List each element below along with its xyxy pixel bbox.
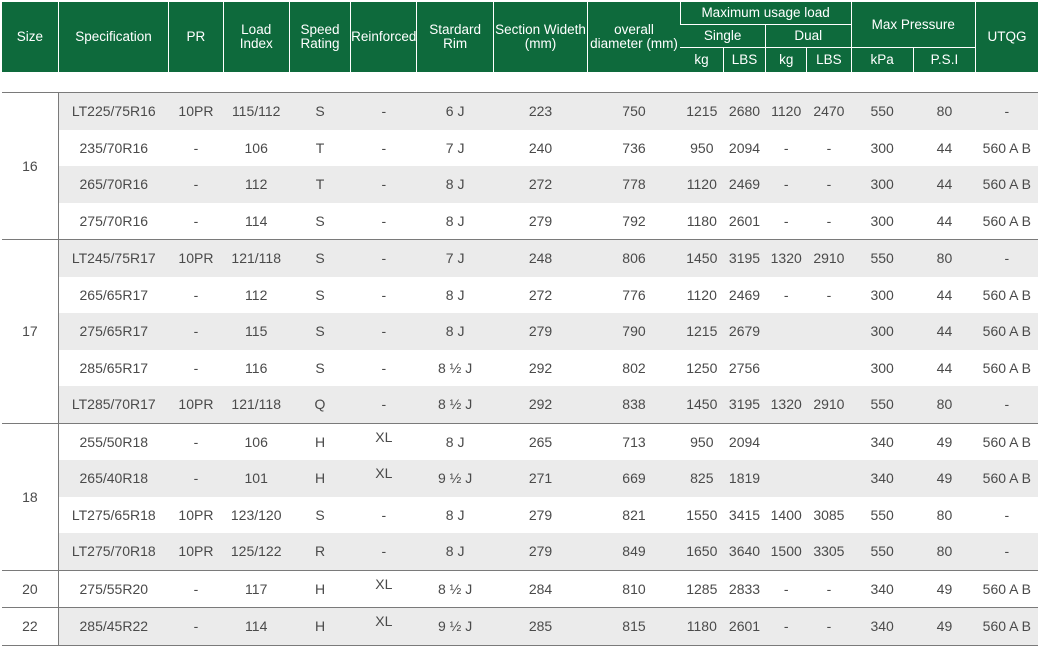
header-psi: P.S.I: [913, 48, 975, 73]
header-specification: Specification: [58, 2, 169, 72]
specification-cell: LT275/70R18: [58, 533, 169, 570]
rim-cell: 7 J: [445, 139, 465, 156]
single-kg-cell: 1180: [686, 212, 717, 229]
load-index-cell: 106: [223, 423, 289, 460]
dual-kg-cell: 1320: [766, 386, 807, 423]
single-kg-cell: 950: [680, 423, 723, 460]
specification-cell: 275/55R20: [58, 570, 169, 608]
overall-diameter-cell: 849: [588, 533, 680, 570]
specification-cell: 265/40R18: [58, 460, 169, 497]
pressure-psi-cell: 44: [936, 359, 953, 376]
header-standard-rim: Stardard Rim: [417, 2, 493, 72]
pr-cell: -: [193, 212, 199, 229]
pressure-kpa-cell: 300: [870, 359, 894, 376]
section-width-cell: 285: [493, 608, 587, 646]
section-width-cell: 248: [493, 240, 587, 277]
dual-lbs-cell: [807, 350, 851, 387]
utqg-cell: 560 A B: [976, 423, 1038, 460]
single-lbs-cell: 2680: [723, 93, 765, 130]
dual-lbs-cell: -: [807, 166, 851, 203]
specification-cell: 285/45R22: [58, 608, 169, 646]
table-row: [2, 240, 1038, 277]
speed-rating-cell: H: [289, 608, 350, 646]
single-lbs-cell: 2756: [728, 359, 761, 376]
dual-lbs-cell: -: [826, 139, 832, 156]
utqg-cell: -: [976, 386, 1038, 423]
table-row: [2, 277, 1038, 314]
speed-rating-cell: S: [289, 93, 350, 130]
rim-cell: 8 ½ J: [438, 359, 473, 376]
specification-cell: LT285/70R17: [58, 386, 169, 423]
rim-cell: 6 J: [417, 93, 493, 130]
pressure-psi-cell: 49: [913, 423, 975, 460]
table-row: [2, 386, 1038, 423]
load-index-cell: 101: [223, 460, 289, 497]
section-width-cell: 292: [493, 386, 587, 423]
load-index-cell: 112: [245, 286, 268, 303]
header-dual-kg: kg: [766, 48, 807, 73]
pressure-psi-cell: 49: [913, 608, 975, 646]
utqg-cell: 560 A B: [982, 139, 1031, 156]
single-kg-cell: 1215: [680, 93, 723, 130]
load-index-cell: 115/112: [223, 93, 289, 130]
rim-cell: 8 J: [417, 313, 493, 350]
overall-diameter-cell: 713: [588, 423, 680, 460]
utqg-cell: 560 A B: [976, 166, 1038, 203]
dual-kg-cell: -: [783, 139, 789, 156]
table-row: [2, 423, 1038, 460]
header-speed-rating: Speed Rating: [289, 2, 350, 72]
overall-diameter-cell: 806: [588, 240, 680, 277]
section-width-cell: 272: [493, 166, 587, 203]
single-lbs-cell: 2833: [723, 570, 765, 608]
specification-cell: LT225/75R16: [58, 93, 169, 130]
reinforced-cell: -: [381, 506, 387, 523]
section-width-cell: 279: [493, 313, 587, 350]
pr-cell: 10PR: [178, 506, 214, 523]
section-width-cell: 272: [528, 286, 553, 303]
pressure-psi-cell: 80: [913, 533, 975, 570]
reinforced-cell: -: [351, 240, 417, 277]
single-kg-cell: 1120: [680, 166, 723, 203]
utqg-cell: 560 A B: [976, 313, 1038, 350]
dual-lbs-cell: [807, 423, 851, 460]
reinforced-xl-label: XL: [375, 428, 393, 445]
dual-lbs-cell: [807, 460, 851, 497]
reinforced-cell: -: [381, 286, 387, 303]
single-lbs-cell: 3195: [723, 240, 765, 277]
overall-diameter-cell: 776: [622, 286, 646, 303]
single-lbs-cell: 3195: [723, 386, 765, 423]
utqg-cell: 560 A B: [976, 608, 1038, 646]
speed-rating-cell: S: [315, 506, 325, 523]
table-row: [2, 497, 1038, 534]
pr-cell: -: [193, 286, 199, 303]
reinforced-cell: [351, 423, 417, 460]
single-kg-cell: 1285: [680, 570, 723, 608]
section-width-cell: 279: [528, 506, 553, 523]
pr-cell: -: [169, 313, 223, 350]
load-index-cell: 106: [244, 139, 268, 156]
pressure-kpa-cell: 550: [851, 386, 913, 423]
pressure-psi-cell: 80: [913, 386, 975, 423]
size-cell: 22: [2, 608, 58, 646]
reinforced-cell: -: [381, 359, 387, 376]
overall-diameter-cell: 802: [622, 359, 646, 376]
load-index-cell: 115: [223, 313, 289, 350]
table-row: [2, 130, 1038, 167]
specification-cell: LT245/75R17: [58, 240, 169, 277]
utqg-cell: 560 A B: [982, 212, 1031, 229]
overall-diameter-cell: 815: [588, 608, 680, 646]
overall-diameter-cell: 790: [588, 313, 680, 350]
pressure-kpa-cell: 300: [870, 139, 894, 156]
specification-cell: 275/70R16: [79, 212, 149, 229]
reinforced-cell: -: [351, 313, 417, 350]
single-kg-cell: 1450: [680, 240, 723, 277]
reinforced-cell: [351, 608, 417, 646]
speed-rating-cell: S: [315, 212, 325, 229]
dual-kg-cell: [766, 350, 807, 387]
dual-kg-cell: -: [766, 166, 807, 203]
pressure-kpa-cell: 550: [870, 506, 894, 523]
overall-diameter-cell: 792: [622, 212, 646, 229]
header-utqg: UTQG: [976, 2, 1038, 72]
pr-cell: -: [169, 460, 223, 497]
table-row: [2, 166, 1038, 203]
pr-cell: -: [169, 570, 223, 608]
pressure-psi-cell: 44: [936, 286, 953, 303]
reinforced-xl-label: XL: [375, 465, 393, 482]
reinforced-cell: -: [351, 386, 417, 423]
rim-cell: 8 J: [417, 166, 493, 203]
header-dual-lbs: LBS: [807, 48, 851, 73]
specification-cell: 275/65R17: [58, 313, 169, 350]
pressure-psi-cell: 80: [936, 506, 953, 523]
pressure-psi-cell: 44: [913, 166, 975, 203]
single-lbs-cell: 3415: [728, 506, 761, 523]
rim-cell: 7 J: [417, 240, 493, 277]
header-max-pressure: Max Pressure: [851, 2, 976, 48]
dual-kg-cell: -: [766, 570, 807, 608]
single-kg-cell: 1215: [680, 313, 723, 350]
single-lbs-cell: 2469: [728, 286, 761, 303]
pressure-psi-cell: 44: [913, 313, 975, 350]
load-index-cell: 121/118: [223, 386, 289, 423]
header-load-index: Load Index: [223, 2, 289, 72]
pr-cell: -: [169, 166, 223, 203]
reinforced-cell: -: [351, 166, 417, 203]
load-index-cell: 112: [223, 166, 289, 203]
overall-diameter-cell: 669: [588, 460, 680, 497]
section-width-cell: 271: [493, 460, 587, 497]
dual-lbs-cell: 2470: [807, 93, 851, 130]
speed-rating-cell: S: [289, 240, 350, 277]
section-width-cell: 265: [493, 423, 587, 460]
table-row: [2, 460, 1038, 497]
dual-lbs-cell: -: [807, 570, 851, 608]
specification-cell: 235/70R16: [79, 139, 149, 156]
dual-lbs-cell: 2910: [807, 240, 851, 277]
utqg-cell: -: [976, 93, 1038, 130]
single-lbs-cell: 2679: [723, 313, 765, 350]
pressure-kpa-cell: 340: [851, 608, 913, 646]
section-width-cell: 292: [528, 359, 553, 376]
pressure-kpa-cell: 550: [851, 93, 913, 130]
pressure-psi-cell: 44: [936, 212, 953, 229]
specification-cell: 255/50R18: [58, 423, 169, 460]
pr-cell: -: [193, 139, 199, 156]
load-index-cell: 123/120: [230, 506, 282, 523]
single-kg-cell: 1120: [686, 286, 717, 303]
utqg-cell: 560 A B: [982, 359, 1031, 376]
load-index-cell: 125/122: [223, 533, 289, 570]
rim-cell: 8 J: [445, 506, 465, 523]
reinforced-cell: [351, 570, 417, 608]
dual-kg-cell: [766, 313, 807, 350]
utqg-cell: 560 A B: [976, 460, 1038, 497]
pr-cell: 10PR: [169, 240, 223, 277]
table-row: [2, 313, 1038, 350]
reinforced-xl-label: XL: [375, 613, 393, 630]
single-kg-cell: 1550: [686, 506, 718, 523]
specification-cell: 285/65R17: [79, 359, 149, 376]
speed-rating-cell: S: [315, 286, 325, 303]
single-lbs-cell: 2094: [728, 139, 761, 156]
dual-kg-cell: 1400: [770, 506, 802, 523]
rim-cell: 8 ½ J: [417, 386, 493, 423]
pressure-psi-cell: 49: [913, 460, 975, 497]
table-row: [2, 570, 1038, 608]
pressure-kpa-cell: 340: [851, 570, 913, 608]
pressure-psi-cell: 49: [913, 570, 975, 608]
single-kg-cell: 1450: [680, 386, 723, 423]
header-max-usage-load: Maximum usage load: [680, 2, 851, 25]
pr-cell: -: [169, 423, 223, 460]
size-cell: 16: [2, 93, 58, 240]
single-kg-cell: 1250: [686, 359, 718, 376]
section-width-cell: 223: [493, 93, 587, 130]
speed-rating-cell: H: [289, 460, 350, 497]
pressure-kpa-cell: 340: [851, 423, 913, 460]
speed-rating-cell: T: [289, 166, 350, 203]
pressure-kpa-cell: 300: [870, 286, 894, 303]
header-single-lbs: LBS: [723, 48, 765, 73]
dual-lbs-cell: -: [826, 286, 832, 303]
overall-diameter-cell: 778: [588, 166, 680, 203]
speed-rating-cell: Q: [289, 386, 350, 423]
header-dual: Dual: [766, 25, 851, 48]
pressure-kpa-cell: 340: [851, 460, 913, 497]
overall-diameter-cell: 736: [622, 139, 646, 156]
pressure-kpa-cell: 300: [851, 166, 913, 203]
spec-table-header: [2, 2, 1038, 72]
dual-kg-cell: 1500: [766, 533, 807, 570]
dual-kg-cell: 1120: [766, 93, 807, 130]
header-reinforced: Reinforced: [351, 2, 417, 72]
table-row: [2, 533, 1038, 570]
pressure-psi-cell: 80: [913, 240, 975, 277]
rim-cell: 9 ½ J: [417, 608, 493, 646]
single-lbs-cell: 2601: [723, 608, 765, 646]
header-section-width: Section Widеth (mm): [493, 2, 587, 72]
single-lbs-cell: 2469: [723, 166, 765, 203]
load-index-cell: 117: [223, 570, 289, 608]
speed-rating-cell: R: [289, 533, 350, 570]
utqg-cell: -: [1004, 506, 1010, 523]
reinforced-cell: -: [351, 533, 417, 570]
rim-cell: 8 J: [445, 286, 465, 303]
dual-lbs-cell: 3085: [813, 506, 845, 523]
specification-cell: LT275/65R18: [71, 506, 156, 523]
header-kpa: kPa: [851, 48, 913, 73]
table-row: [2, 93, 1038, 130]
pressure-kpa-cell: 550: [851, 240, 913, 277]
header-single: Single: [680, 25, 765, 48]
section-width-cell: 279: [493, 533, 587, 570]
load-index-cell: 114: [245, 212, 268, 229]
single-kg-cell: 950: [690, 139, 714, 156]
reinforced-cell: [351, 460, 417, 497]
rim-cell: 8 ½ J: [417, 570, 493, 608]
pr-cell: 10PR: [169, 533, 223, 570]
reinforced-xl-label: XL: [375, 575, 393, 592]
dual-lbs-cell: [807, 313, 851, 350]
header-pr: PR: [169, 2, 223, 72]
single-lbs-cell: 1819: [723, 460, 765, 497]
reinforced-cell: -: [381, 212, 387, 229]
dual-lbs-cell: 2910: [807, 386, 851, 423]
size-cell: 17: [2, 240, 58, 424]
speed-rating-cell: T: [315, 139, 325, 156]
speed-rating-cell: H: [289, 570, 350, 608]
utqg-cell: -: [976, 533, 1038, 570]
dual-kg-cell: 1320: [766, 240, 807, 277]
pressure-psi-cell: 80: [913, 93, 975, 130]
pr-cell: 10PR: [169, 93, 223, 130]
pr-cell: -: [193, 359, 199, 376]
dual-lbs-cell: -: [807, 608, 851, 646]
size-cell: 18: [2, 423, 58, 570]
pressure-kpa-cell: 550: [851, 533, 913, 570]
header-size: Size: [2, 2, 58, 72]
rim-cell: 8 J: [417, 423, 493, 460]
rim-cell: 8 J: [417, 533, 493, 570]
utqg-cell: 560 A B: [976, 570, 1038, 608]
single-kg-cell: 825: [680, 460, 723, 497]
pr-cell: 10PR: [169, 386, 223, 423]
section-width-cell: 284: [493, 570, 587, 608]
dual-kg-cell: -: [783, 286, 789, 303]
pr-cell: -: [169, 608, 223, 646]
rim-cell: 8 J: [445, 212, 465, 229]
utqg-cell: 560 A B: [982, 286, 1031, 303]
speed-rating-cell: S: [315, 359, 325, 376]
dual-kg-cell: -: [783, 212, 789, 229]
overall-diameter-cell: 821: [622, 506, 646, 523]
header-overall-diameter: overall diameter (mm): [588, 2, 680, 72]
load-index-cell: 116: [245, 359, 268, 376]
specification-cell: 265/70R16: [58, 166, 169, 203]
size-cell: 20: [2, 570, 58, 608]
single-lbs-cell: 2601: [728, 212, 761, 229]
load-index-cell: 114: [223, 608, 289, 646]
single-kg-cell: 1650: [680, 533, 723, 570]
overall-diameter-cell: 750: [588, 93, 680, 130]
section-width-cell: 279: [528, 212, 553, 229]
table-row: [2, 203, 1038, 240]
speed-rating-cell: H: [289, 423, 350, 460]
dual-lbs-cell: 3305: [807, 533, 851, 570]
pressure-kpa-cell: 300: [870, 212, 894, 229]
dual-kg-cell: -: [766, 608, 807, 646]
single-kg-cell: 1180: [680, 608, 723, 646]
header-single-kg: kg: [680, 48, 723, 73]
load-index-cell: 121/118: [223, 240, 289, 277]
speed-rating-cell: S: [289, 313, 350, 350]
pressure-kpa-cell: 300: [851, 313, 913, 350]
dual-lbs-cell: -: [826, 212, 832, 229]
specification-cell: 265/65R17: [79, 286, 149, 303]
dual-kg-cell: [766, 423, 807, 460]
dual-kg-cell: [766, 460, 807, 497]
table-row: [2, 350, 1038, 387]
overall-diameter-cell: 810: [588, 570, 680, 608]
rim-cell: 9 ½ J: [417, 460, 493, 497]
table-row: [2, 608, 1038, 646]
section-width-cell: 240: [528, 139, 553, 156]
single-lbs-cell: 3640: [723, 533, 765, 570]
reinforced-cell: -: [351, 93, 417, 130]
overall-diameter-cell: 838: [588, 386, 680, 423]
reinforced-cell: -: [381, 139, 387, 156]
utqg-cell: -: [976, 240, 1038, 277]
pressure-psi-cell: 44: [936, 139, 953, 156]
single-lbs-cell: 2094: [723, 423, 765, 460]
spec-table-body: [2, 92, 1038, 646]
